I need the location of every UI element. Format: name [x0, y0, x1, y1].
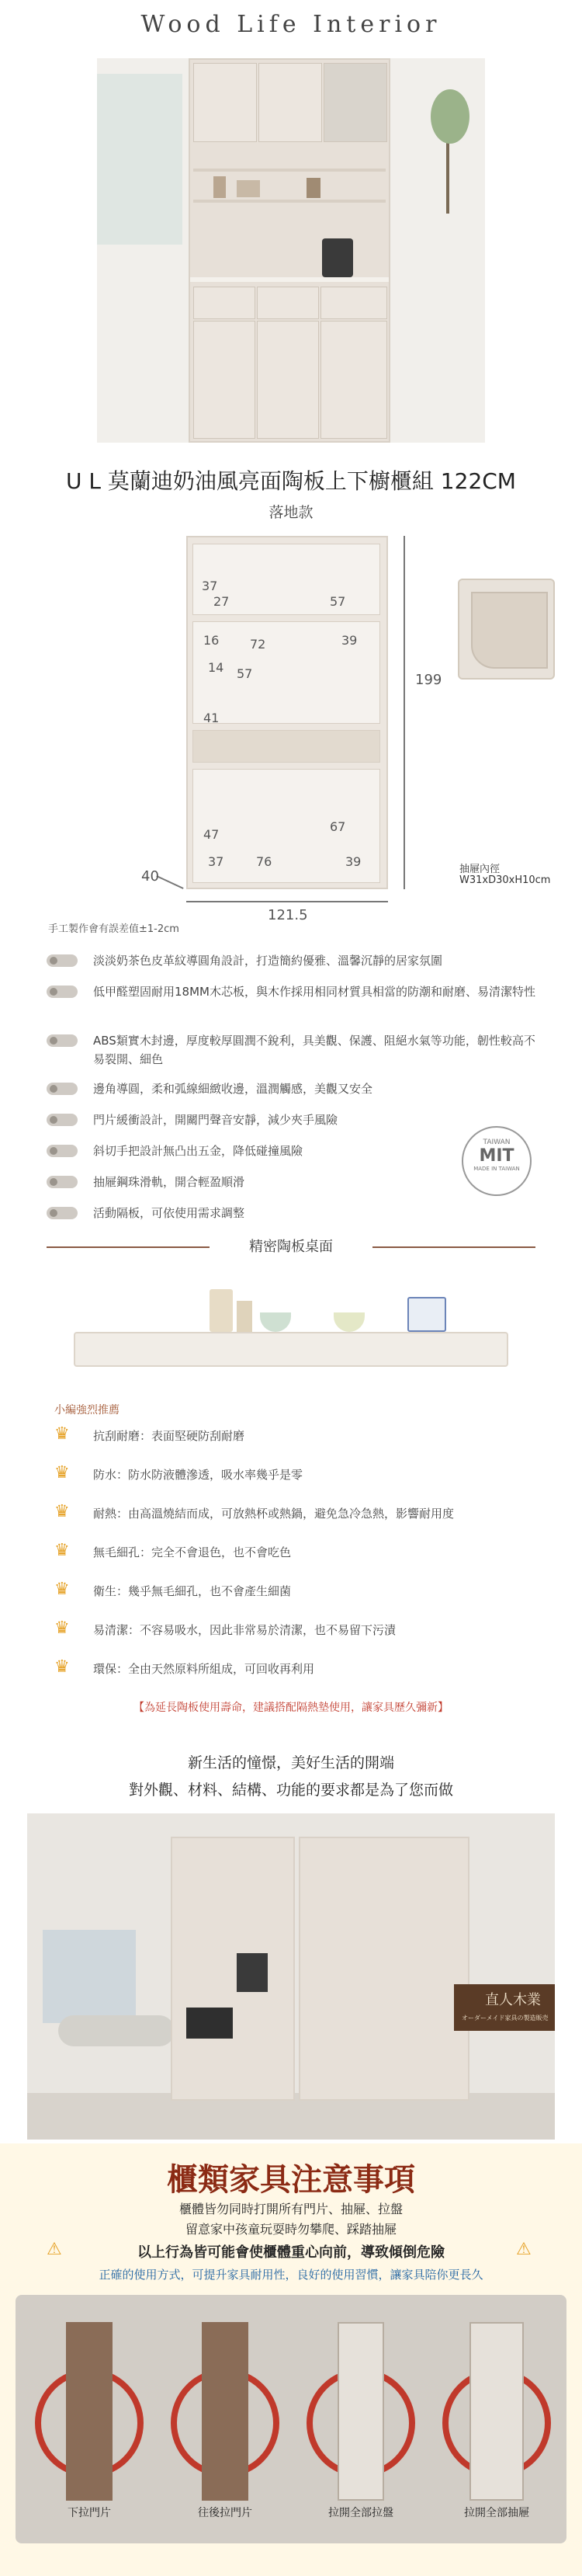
dim-label: 39: [345, 854, 362, 869]
dim-label: 27: [213, 594, 230, 609]
mit-badge: [462, 1126, 532, 1196]
warning-line2: 留意家中孩童玩耍時勿攀爬、踩踏抽屜: [185, 2222, 397, 2237]
room-scene-image: [27, 1813, 555, 2140]
slogan-line2: 對外觀、材料、結構、功能的要求都是為了您而做: [128, 1782, 453, 1799]
dim-label: 37: [208, 854, 224, 869]
store-logo-name: 直人木業: [485, 1992, 541, 2008]
width-line: [186, 901, 388, 902]
tolerance-note: 手工製作會有誤差值±1-2cm: [48, 923, 179, 935]
crown-icon: ♛: [54, 1463, 70, 1483]
dim-label: 57: [330, 594, 346, 609]
crown-icon: ♛: [54, 1657, 70, 1677]
warning-item: [303, 2307, 419, 2524]
recommend-label: 小編強烈推薦: [54, 1404, 120, 1417]
warning-icon: ⚠: [47, 2240, 62, 2259]
warning-item-label: 拉開全部抽屜: [464, 2507, 529, 2519]
height-value: 199: [415, 672, 442, 688]
dim-label: 76: [256, 854, 272, 869]
divider-right: [372, 1246, 535, 1248]
feature-item: ABS類實木封邊，厚度較厚圓潤不銳利，具美觀、保護、阻絕水氣等功能，韌性較高不易裂開、細色: [47, 1031, 543, 1069]
crown-icon: ♛: [54, 1424, 70, 1444]
mit-badge-bottom: MADE IN TAIWAN: [473, 1166, 520, 1172]
dim-label: 47: [203, 827, 220, 842]
product-title: U L 莫蘭迪奶油風亮面陶板上下櫥櫃組 122CM: [66, 468, 516, 494]
feature-item: 斜切手把設計無凸出五金，降低碰撞風險: [47, 1142, 543, 1160]
drawer-size: W31xD30xH10cm: [459, 874, 551, 886]
toggle-icon: [47, 1034, 78, 1047]
warning-title: 櫃類家具注意事項: [167, 2161, 415, 2198]
dim-label: 67: [330, 819, 346, 834]
warning-line1: 櫃體皆勿同時打開所有門片、抽屜、拉盤: [178, 2202, 403, 2216]
plant-decor: [431, 89, 469, 214]
dim-label: 57: [237, 666, 253, 681]
height-line: [404, 536, 405, 889]
feature-item: 低甲醛塑固耐用18MM木芯板，與木作採用相同材質具相當的防潮和耐磨、易清潔特性: [47, 982, 543, 1020]
store-logo: [454, 1984, 555, 2031]
toggle-icon: [47, 986, 78, 998]
warning-item-label: 下拉門片: [68, 2507, 111, 2519]
product-subtitle: 落地款: [268, 504, 314, 521]
feature-item: 門片緩衝設計，開關門聲音安靜，減少夾手風險: [47, 1111, 543, 1129]
feature-item: 邊角導圓，柔和弧線細緻收邊，溫潤觸感，美觀又安全: [47, 1079, 543, 1098]
toggle-icon: [47, 1207, 78, 1219]
crown-icon: ♛: [54, 1580, 70, 1599]
ceramic-heading: 精密陶板桌面: [249, 1239, 333, 1255]
ceramic-tabletop-image: [74, 1278, 508, 1382]
hero-product-image: [97, 58, 485, 443]
crown-icon: ♛: [54, 1541, 70, 1560]
dim-label: 72: [250, 637, 266, 652]
depth-line: [156, 875, 183, 889]
crown-icon: ♛: [54, 1618, 70, 1638]
window-decor: [97, 74, 182, 245]
store-logo-tagline: オーダーメイド家具の製造販売: [462, 2015, 549, 2022]
drawer-title: 抽屜內徑: [459, 864, 501, 875]
dim-label: 37: [202, 579, 218, 593]
slogan-line1: 新生活的憧憬，美好生活的開端: [187, 1754, 394, 1771]
crown-icon: ♛: [54, 1502, 70, 1521]
dim-label: 39: [341, 633, 358, 648]
mit-badge-top: TAIWAN: [483, 1139, 511, 1146]
mit-badge-center: MIT: [479, 1146, 514, 1166]
corner-detail-image: [458, 579, 555, 680]
warning-icon: ⚠: [516, 2240, 532, 2259]
divider-left: [47, 1246, 210, 1248]
toggle-icon: [47, 1083, 78, 1095]
warning-item: [438, 2307, 555, 2524]
dim-label: 16: [203, 633, 220, 648]
dim-label: 41: [203, 711, 220, 725]
ceramic-notice: 【為延長陶板使用壽命，建議搭配隔熱墊使用，讓家具歷久彌新】: [133, 1702, 449, 1714]
toggle-icon: [47, 1145, 78, 1157]
dim-label: 14: [208, 660, 224, 675]
warning-item: [31, 2307, 147, 2524]
width-value: 121.5: [268, 907, 308, 923]
brand-title: Wood Life Interior: [140, 11, 442, 38]
warning-line3: 以上行為皆可能會使櫃體重心向前，導致傾倒危險: [137, 2244, 445, 2261]
warning-item: [167, 2307, 283, 2524]
feature-item: 淡淡奶茶色皮革紋導圓角設計，打造簡約優雅、溫馨沉靜的居家氛圍: [47, 951, 543, 970]
depth-value: 40: [141, 868, 159, 885]
feature-item: 活動隔板，可依使用需求調整: [47, 1204, 543, 1222]
warning-line4: 正確的使用方式，可提升家具耐用性，良好的使用習慣，讓家具陪你更長久: [99, 2268, 483, 2282]
toggle-icon: [47, 954, 78, 967]
warning-item-label: 拉開全部拉盤: [328, 2507, 393, 2519]
cabinet-illustration: [189, 58, 390, 443]
toggle-icon: [47, 1176, 78, 1188]
warning-item-label: 往後拉門片: [198, 2507, 252, 2519]
toggle-icon: [47, 1114, 78, 1126]
feature-item: 抽屜鋼珠滑軌，開合輕盈順滑: [47, 1173, 543, 1191]
